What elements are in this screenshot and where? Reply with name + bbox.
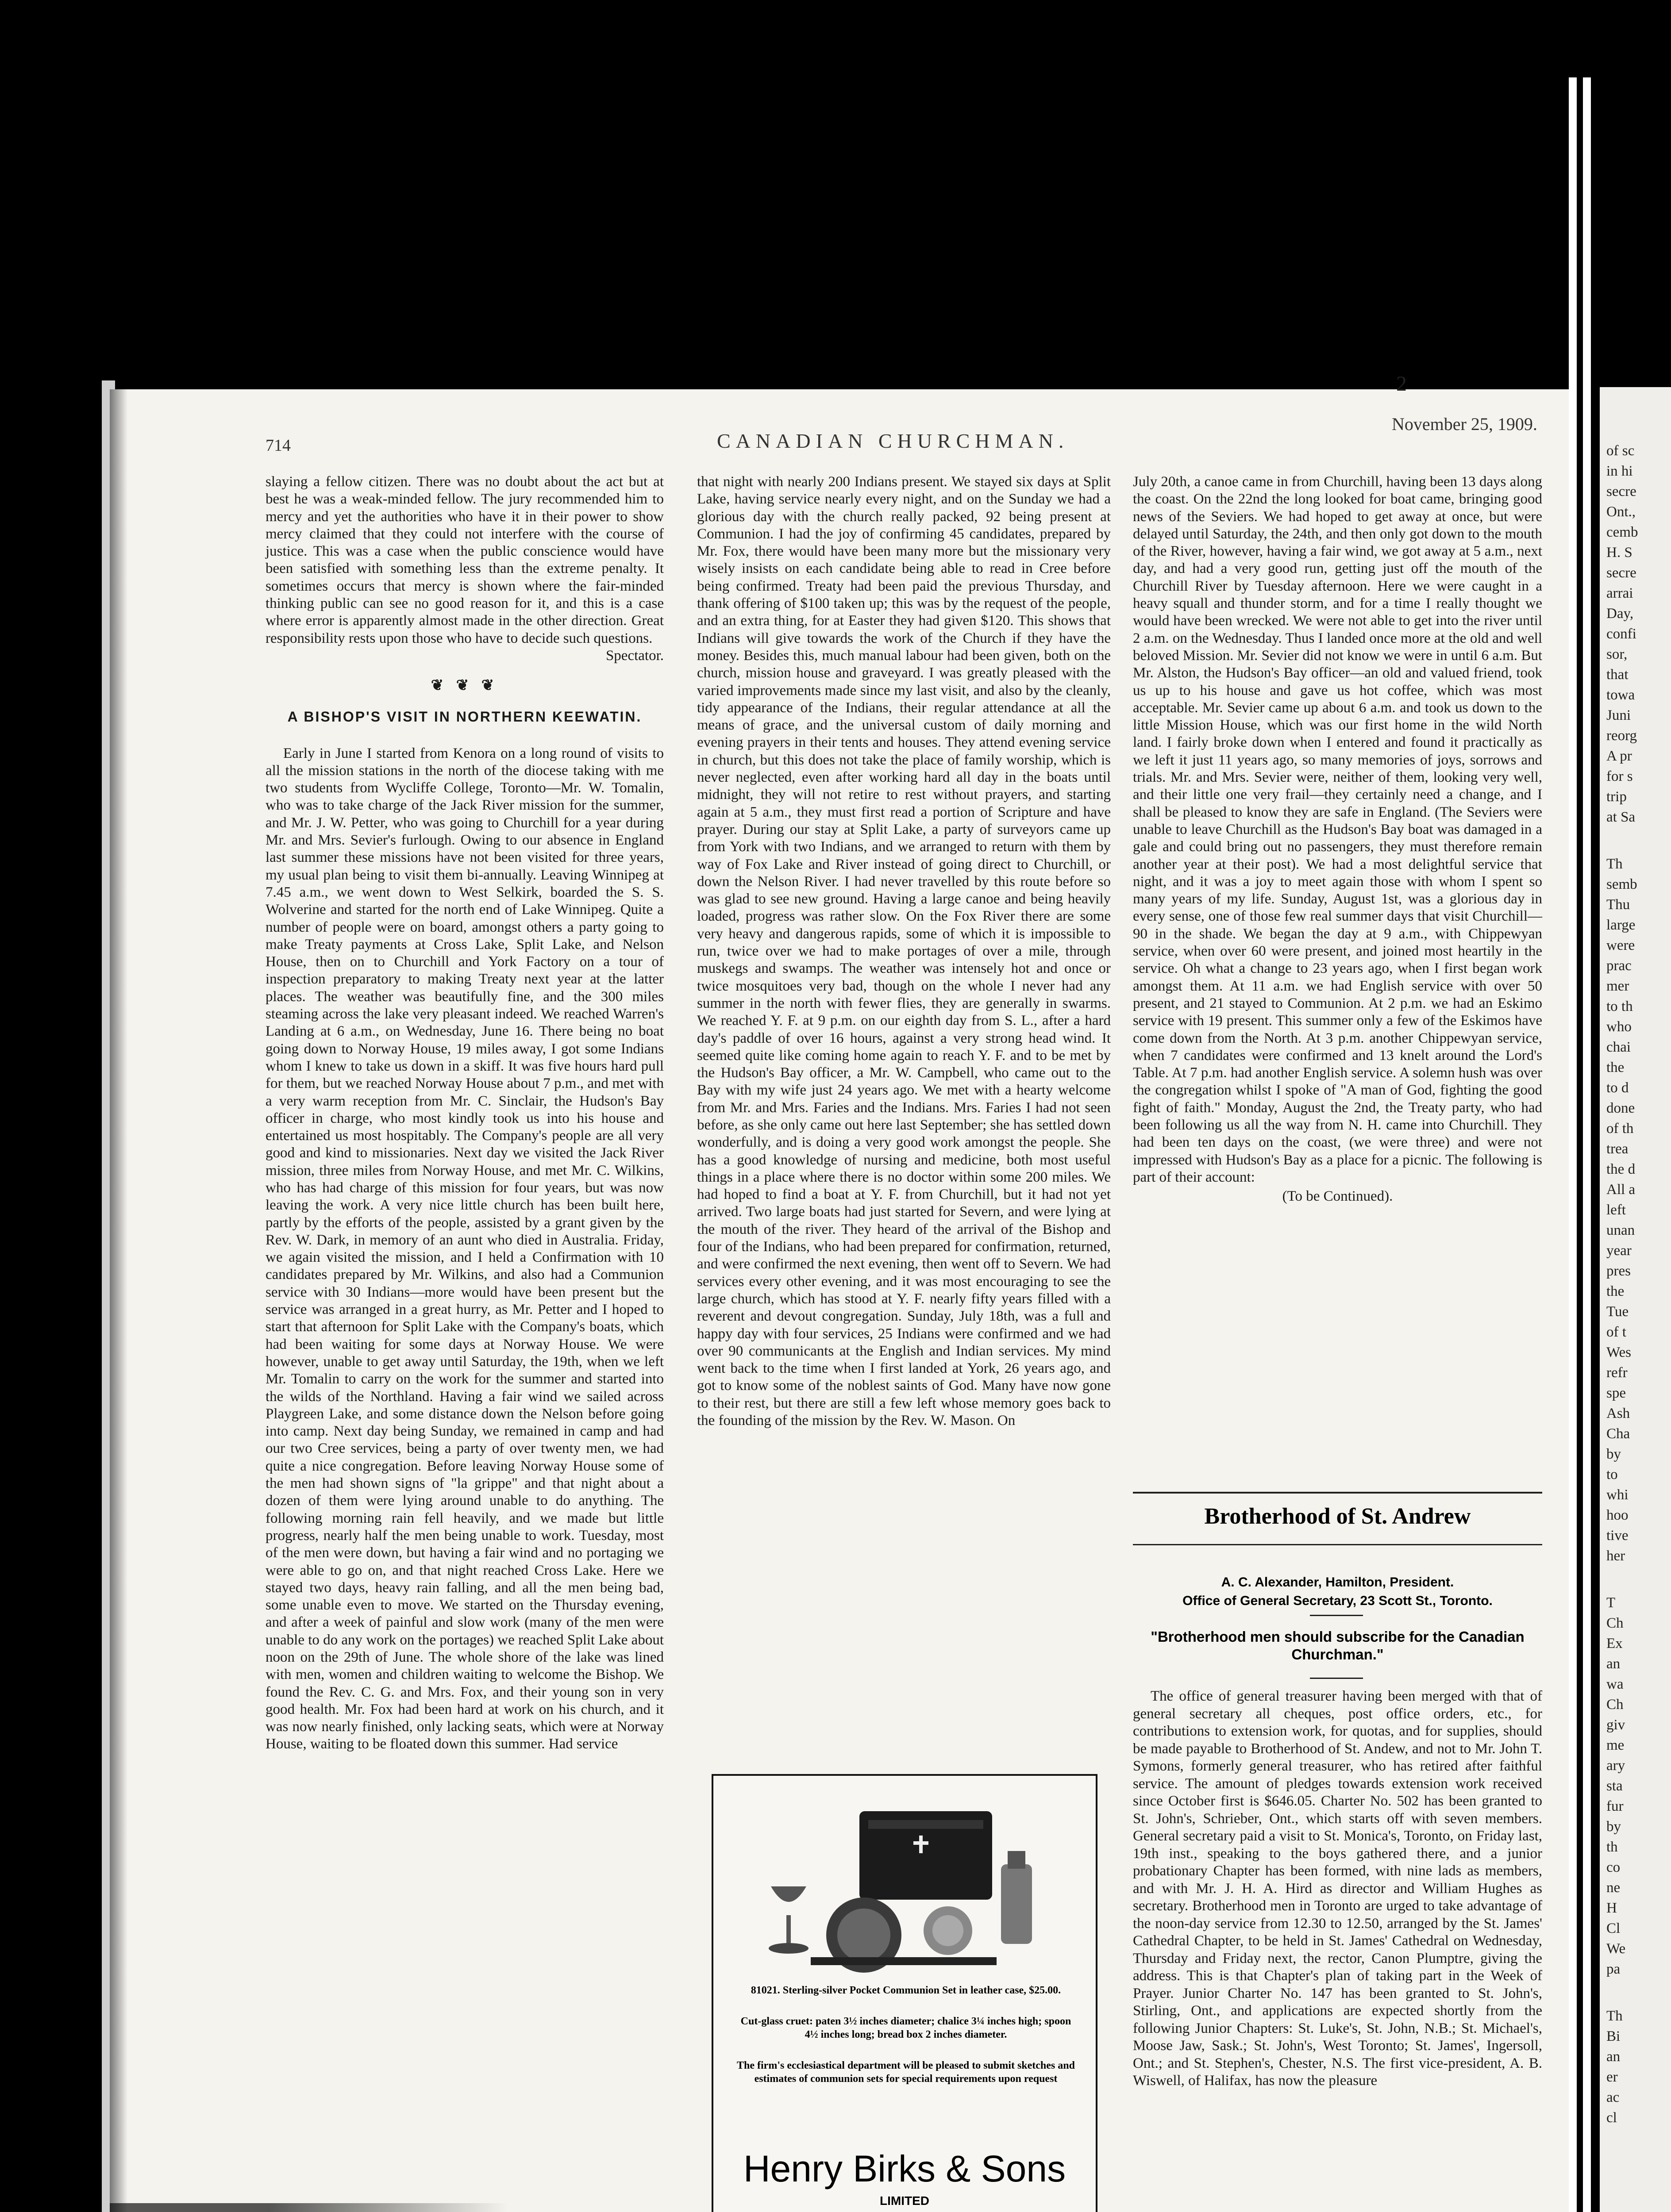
facing-page-fragment: Th bbox=[1606, 2008, 1623, 2024]
facing-page-fragment: ary bbox=[1606, 1758, 1625, 1774]
issue-date: November 25, 1909. bbox=[1392, 414, 1537, 434]
facing-page-fragment: Ont., bbox=[1606, 504, 1636, 520]
communion-set-illustration bbox=[740, 1802, 1069, 1979]
facing-page-fragment: Tue bbox=[1606, 1304, 1629, 1320]
brotherhood-quote: "Brotherhood men should subscribe for the Canadian Churchman." bbox=[1151, 1628, 1525, 1663]
gutter-shadow bbox=[110, 389, 127, 2212]
page-mark: 2 bbox=[1396, 372, 1407, 396]
facing-page-fragment: th bbox=[1606, 1839, 1618, 1855]
facing-page-fragment: the bbox=[1606, 1060, 1625, 1075]
brotherhood-column bbox=[1133, 1688, 1542, 2090]
facing-page-fragment: me bbox=[1606, 1737, 1625, 1753]
facing-page-fragment: trip bbox=[1606, 789, 1627, 805]
spectator-paragraph: slaying a fellow citizen. There was no doubt about the act but at best he was a weak-minded fellow. The jury recommended him to mercy and yet the authorities who have it in their power to show mercy claimed that they could not interfere with the course of justice. This was a case when the public conscience would have been satisfied with something less than the extreme penalty. It sometimes occurs that mercy is shown where the fair-minded thinking public can see no good reason for it, and this is a case where error is apparently almost made in the other direction. Great responsibility rests upon those who have to decide such questions. bbox=[266, 474, 664, 646]
facing-page-fragment: arrai bbox=[1606, 585, 1633, 601]
brotherhood-office: Office of General Secretary, 23 Scott St., Toronto. bbox=[1182, 1594, 1493, 1608]
facing-page-fragment: Cl bbox=[1606, 1920, 1621, 1936]
brotherhood-title: Brotherhood of St. Andrew bbox=[1204, 1504, 1471, 1529]
facing-page-fragment: unan bbox=[1606, 1222, 1635, 1238]
facing-page-fragment: tive bbox=[1606, 1528, 1629, 1544]
facing-page-fragment: giv bbox=[1606, 1717, 1625, 1733]
facing-page-fragment: cl bbox=[1606, 2110, 1617, 2126]
facing-page-fragment: sta bbox=[1606, 1778, 1623, 1794]
facing-page-fragment: confi bbox=[1606, 626, 1636, 642]
facing-page-fragment: Juni bbox=[1606, 707, 1631, 723]
facing-page-fragment: er bbox=[1606, 2069, 1618, 2085]
facing-page-fragment: prac bbox=[1606, 958, 1632, 974]
short-rule-2 bbox=[1310, 1678, 1363, 1679]
binding-spine bbox=[1569, 77, 1600, 2212]
facing-page-fragment: We bbox=[1606, 1941, 1626, 1957]
facing-page-fragment: Bi bbox=[1606, 2028, 1621, 2044]
facing-page-fragment: ne bbox=[1606, 1880, 1621, 1896]
facing-page-fragment: year bbox=[1606, 1243, 1632, 1259]
section-ornament: ❦ ❦ ❦ bbox=[431, 677, 499, 694]
to-be-continued: (To be Continued). bbox=[1282, 1188, 1393, 1205]
facing-page-fragment: Cha bbox=[1606, 1426, 1630, 1442]
article-paragraph-2: that night with nearly 200 Indians present. We stayed six days at Split Lake, having service nearly every night, and on the Sunday we had a glorious day with the church really packed, 92 being present at Communion. I had the joy of confirming 45 candidates, prepared by Mr. Fox, there would have been many more but the missionary very wisely insists on each candidate being able to read in Cree before being confirmed. Treaty had been paid the previous Thursday, and thank offering of $100 taken up; this was by the request of the people, and an extra thing, for at Easter they had given $120. This shows that Indians will give towards the work of the Church if they have the money. Besides this, much manual labour had been given, both on the church, mission house and graveyard. I was greatly pleased with the varied improvements made since my last visit, and also by the cleanly, tidy appearance of the Indians, their regular attendance at all the means of grace, and the universal custom of daily morning and evening prayers in their tents and houses. They attend evening service in church, but this does not take the place of family worship, which is never neglected, even after working hard all day in the boats until midnight, they will not retire to rest without prayers, and starting again at 5 a.m., they must first read a portion of Scripture and have prayer. During our stay at Split Lake, a party of surveyors came up from York with two Indians, and we arranged to return with them by way of Fox Lake and River instead of going direct to Churchill, or down the Nelson River. I had never travelled by this route before so was glad to see new ground. Having a large canoe and being heavily loaded, progress was rather slow. On the Fox River there are some very heavy and dangerous rapids, some of which it is impossible to run, twice over we had to make portages of over a mile, through muskegs and swamps. The weather was intensely hot and once or twice mosquitoes very bad, though on the whole I never had any summer in the north with fewer flies, they are generally in swarms. We reached Y. F. at 9 p.m. on our eighth day from S. L., after a hard day's paddle of over 16 hours, against a very strong head wind. It seemed quite like coming home again to reach Y. F. and to be met by the Hudson's Bay officer, a Mr. W. Campbell, who came out to the Bay with my wife just 24 years ago. We met with a hearty welcome from Mr. and Mrs. Faries and the Indians. Mrs. Faries I had not seen before, as she only came out here last September; she has settled down wonderfully, and is doing a very good work amongst the people. She has a good knowledge of nursing and medicine, both most useful things in a place where there is no doctor within some 200 miles. We had hoped to find a boat at Y. F. from Churchill, but it had not yet arrived. Two large boats had just started for Severn, and were lying at the mouth of the river. They heard of the arrival of the Bishop and four of the Indians, who had been prepared for confirmation, returned, and were confirmed the next evening, then went off to Severn. We had services every other evening, and it was most encouraging to see the large church, which has stood at Y. F. nearly fifty years filled with a reverent and devout congregation. Sunday, July 18th, was a full and happy day with four services, 25 Indians were confirmed and we had over 90 communicants at the English and Indian services. My mind went back to the time when I first landed at York, 26 years ago, and got to know some of the noblest saints of God. Many have now gone to their rest, but there are still a few left whose memory goes back to the founding of the mission by the Rev. W. Mason. On bbox=[697, 474, 1111, 1429]
facing-page-fragment: sor, bbox=[1606, 646, 1628, 662]
facing-page-fragment: co bbox=[1606, 1859, 1621, 1875]
section-rule-mid bbox=[1133, 1544, 1542, 1545]
facing-page-fragment: Day, bbox=[1606, 606, 1634, 622]
facing-page-fragment: ac bbox=[1606, 2089, 1620, 2105]
column-3 bbox=[1133, 473, 1542, 1205]
facing-page-fragment: All a bbox=[1606, 1182, 1636, 1198]
ad-caption-detail: Cut-glass cruet: paten 3½ inches diameter; chalice 3¼ inches high; spoon 4½ inches long; bread box 2 inches diameter. bbox=[740, 2016, 1071, 2040]
facing-page-fragment: T bbox=[1606, 1595, 1616, 1611]
facing-page-fragment: an bbox=[1606, 1656, 1621, 1672]
facing-page-fragment: to th bbox=[1606, 998, 1633, 1014]
facing-page-fragment: refr bbox=[1606, 1365, 1628, 1381]
ad-caption-note: The firm's ecclesiastical department will be pleased to submit sketches and estimates of communion sets for special requirements upon request bbox=[737, 2060, 1075, 2085]
facing-page-fragment: whi bbox=[1606, 1487, 1629, 1503]
facing-page-fragment: trea bbox=[1606, 1141, 1629, 1157]
facing-page-fragment: Wes bbox=[1606, 1344, 1631, 1360]
facing-page-fragment: Ch bbox=[1606, 1615, 1624, 1631]
facing-page-fragment: H. S bbox=[1606, 545, 1632, 561]
cruet bbox=[1001, 1864, 1032, 1944]
article-paragraph-1: Early in June I started from Kenora on a long round of visits to all the mission stations in the north of the diocese taking with me two students from Wycliffe College, Toronto—Mr. W. Tomalin, who was to take charge of the Jack River mission for the summer, and Mr. J. W. Petter, who was going to Churchill for a year during Mr. and Mrs. Sevier's furlough. Owing to our absence in England last summer these missions have not been visited for three years, my usual plan being to visit them bi-annually. Leaving Winnipeg at 7.45 a.m., we went down to West Selkirk, boarded the S. S. Wolverine and started for the north end of Lake Winnipeg. Quite a number of people were on board, amongst others a party going to make Treaty payments at Cross Lake, Split Lake, and Nelson House, then on to Churchill and York Factory on a tour of inspection preparatory to making Treaty next year at the latter places. The weather was beautifully fine, and the 300 miles steaming across the lake very pleasant indeed. We reached Warren's Landing at 6 a.m., on Wednesday, June 16. There being no boat going down to Norway House, 19 miles away, I got some Indians whom I knew to take us down in a skiff. It was five hours hard pull for them, but we reached Norway House about 7 p.m., and met with a very warm reception from Mr. C. Sinclair, the Hudson's Bay officer in charge, who most kindly took us into his house and entertained us most hospitably. The Company's people are all very good and kind to missionaries. Next day we visited the Jack River mission, three miles from Norway House, and met Mr. C. Wilkins, who has had charge of this mission for four years, but was now leaving the work. A very nice little church has been built here, partly by the efforts of the people, assisted by a grant given by the Rev. W. Dark, in memory of an aunt who died in Australia. Friday, we again visited the mission, and I held a Confirmation with 10 candidates prepared by Mr. Wilkins, and also had a Communion service with 30 Indians—more would have been present but the service was arranged in a great hurry, as Mr. Petter and I hoped to start that afternoon for Split Lake with the Company's boats, which had been waiting for some days at Norway House. We were however, unable to get away until Saturday, the 19th, when we left Mr. Tomalin to carry on the work for the summer and started into the wilds of the Northland. Having a fair wind we sailed across Playgreen Lake, and some distance down the Nelson before going into camp. Next day being Sunday, we remained in camp and had our two Cree services, being a party of over twenty men, we had quite a nice congregation. Before leaving Norway House some of the men had shown signs of "la grippe" and that night about a dozen of them were lying around unable to do anything. The following morning rain fell heavily, and we made but little progress, nearly half the men being unable to work. Tuesday, most of the men were down, but having a fair wind and no portaging we were able to go on, and that night reached Cross Lake. Here we stayed two days, heavy rain falling, and all the men being bad, some unable even to move. We started on the Thursday evening, and after a week of painful and slow work (many of the men were unable to do any work on the portages) we reached Split Lake about noon on the 29th of June. The whole shore of the lake was lined with men, women and children waiting to welcome the Bishop. We found the Rev. C. G. and Mrs. Fox, and their young son in very good health. Mr. Fox had been hard at work on his church, and it was now nearly finished, only lacking seats, which were at Norway House, waiting to be floated down this summer. Had service bbox=[266, 745, 664, 1752]
facing-page-fragment: her bbox=[1606, 1548, 1625, 1564]
facing-page-fragment: Ch bbox=[1606, 1697, 1624, 1713]
ad-firm-name: Henry Birks & Sons bbox=[743, 2148, 1066, 2189]
facing-page-fragment: pa bbox=[1606, 1961, 1621, 1977]
column-1 bbox=[266, 473, 664, 1753]
facing-page-fragment: of t bbox=[1606, 1324, 1626, 1340]
facing-page-fragment: were bbox=[1606, 937, 1635, 953]
facing-page-fragment: reorg bbox=[1606, 728, 1637, 744]
brotherhood-president: A. C. Alexander, Hamilton, President. bbox=[1221, 1575, 1454, 1590]
facing-page-fragment: of th bbox=[1606, 1121, 1634, 1137]
facing-page-fragment: in hi bbox=[1606, 463, 1633, 479]
article-headline: A BISHOP'S VISIT IN NORTHERN KEEWATIN. bbox=[287, 708, 642, 725]
facing-page-fragment: that bbox=[1606, 667, 1629, 683]
facing-page-fragment: semb bbox=[1606, 876, 1637, 892]
facing-page-fragment: mer bbox=[1606, 978, 1629, 994]
facing-page-fragment: an bbox=[1606, 2049, 1621, 2065]
facing-page-fragment: secre bbox=[1606, 484, 1636, 499]
scan-left-margin bbox=[0, 0, 102, 2212]
facing-page-fragment: by bbox=[1606, 1446, 1621, 1462]
facing-page-fragment: of sc bbox=[1606, 443, 1635, 459]
facing-page-fragment: left bbox=[1606, 1202, 1626, 1218]
facing-page-fragment: spe bbox=[1606, 1385, 1626, 1401]
facing-page-fragment: secre bbox=[1606, 565, 1636, 581]
birks-advertisement bbox=[712, 1774, 1097, 2212]
spoon bbox=[811, 1957, 997, 1965]
facing-page-fragment: chai bbox=[1606, 1039, 1631, 1055]
page-number: 714 bbox=[266, 436, 291, 455]
facing-page-fragment: cemb bbox=[1606, 524, 1638, 540]
facing-page-fragment: the bbox=[1606, 1283, 1625, 1299]
scan-shadow bbox=[110, 2203, 508, 2212]
facing-page-fragment: hoo bbox=[1606, 1507, 1629, 1523]
short-rule-1 bbox=[1310, 1615, 1363, 1616]
ad-caption-main: 81021. Sterling-silver Pocket Communion Set in leather case, $25.00. bbox=[751, 1985, 1061, 1996]
facing-page-fragment: H bbox=[1606, 1900, 1617, 1916]
facing-page-fragment: towa bbox=[1606, 687, 1635, 703]
article-paragraph-3: July 20th, a canoe came in from Churchill, having been 13 days along the coast. On the 22nd the long looked for boat came, bringing good news of the Seviers. We had hoped to get away at once, but were delayed until Saturday, the 24th, and then only got down to the mouth of the River, however, having a fair wind, we got away at 5 a.m., next day, and had a very good run, getting just off the mouth of the Churchill River by Tuesday afternoon. Here we were caught in a heavy squall and thunder storm, and for a time I really thought we would have been wrecked. We were not able to get into the river until 2 a.m. on the Wednesday. Thus I landed once more at the old and well beloved Mission. Mr. Sevier did not know we were in until 6 a.m. But Mr. Alston, the Hudson's Bay officer—an old and valued friend, took us up to his house and gave us hot coffee, which was most acceptable. Mr. Sevier came up about 6 a.m. and took us down to the little Mission House, which was our first home in the wild North land. I fairly broke down when I entered and found it practically as we left it just 11 years ago, so many memories of joys, sorrows and trials. Mr. and Mrs. Sevier were, neither of them, looking very well, and their little one very frail—they certainly need a change, and I shall be pleased to know they are safe in England. (The Seviers were unable to leave Churchill as the Hudson's Bay boat was damaged in a gale and could bring out no passengers, they must therefore remain another year at their post). We had a most delightful service that night, and it was a joy to meet again those with whom I spent so many years of my life. Sunday, August 1st, was a glorious day in every sense, one of those few real summer days that visit Churchill—90 in the shade. We began the day at 9 a.m., with Chippewyan service, when over 60 were present, and joined most heartily in the service. Oh what a change to 23 years ago, when I first began work amongst them. At 11 a.m. we had English service with over 50 present, and 21 stayed to Communion. At 2 p.m. we had an Eskimo service with 19 present. This summer only a few of the Eskimos have come down from the North. At 3 p.m. another Chippewyan service, when 7 candidates were confirmed and 13 knelt around the Lord's Table. At 7 p.m. had another English service. A solemn hush was over the congregation whilst I spoke of "A man of God, fighting the good fight of faith." Monday, August the 2nd, the Treaty party, who had been following us all the way from N. H. came into Churchill. They had been ten days on the coast, (we were three) and were not impressed with Hudson's Bay as a place for a picnic. The following is part of their account: bbox=[1133, 474, 1542, 1185]
facing-page-fragment: done bbox=[1606, 1100, 1635, 1116]
facing-page-fragment: wa bbox=[1606, 1676, 1624, 1692]
facing-page-fragment: pres bbox=[1606, 1263, 1631, 1279]
facing-page-fragment: Th bbox=[1606, 856, 1623, 872]
brotherhood-paragraph: The office of general treasurer having been merged with that of general secretary all cheques, post office orders, etc., for contributions to extension work, for quotas, and for supplies, should be made payable to Brotherhood of St. Andew, and not to Mr. John T. Symons, formerly general treasurer, who has retired after faithful service. The amount of pledges towards extension work received since October first is $646.05. Charter No. 502 has been granted to St. John's, Schrieber, Ont., which starts off with seven members. General secretary paid a visit to St. Monica's, Toronto, on Friday last, 19th inst., speaking to the boys gathered there, and a junior probationary Chapter has been formed, with nine lads as members, and with Mr. J. H. A. Hird as director and William Hughes as secretary. Brotherhood men in Toronto are urged to take advantage of the noon-day service from 12.30 to 12.50, arranged by the St. James' Cathedral Chapter, to be held in St. James' Cathedral on Wednesday, Thursday and Friday next, the rector, Canon Plumptre, giving the address. This is that Chapter's plan of taking part in the Week of Prayer. Junior Charter No. 147 has been granted to St. John's, Stirling, Ont., and applications are expected shortly from the following Junior Chapters: St. Luke's, St. John, N.B.; St. Michael's, Moose Jaw, Sask.; St. John's, West Toronto; St. James', Ingersoll, Ont.; and St. Stephen's, Chester, N.S. The first vice-president, A. B. Wiswell, of Halifax, has now the pleasure bbox=[1133, 1688, 1542, 2089]
facing-page-fragment: Ash bbox=[1606, 1406, 1630, 1421]
facing-page-fragment: to bbox=[1606, 1467, 1618, 1482]
facing-page-fragment: at Sa bbox=[1606, 809, 1636, 825]
facing-page-fragment: Ex bbox=[1606, 1636, 1623, 1651]
chalice bbox=[771, 1886, 806, 1902]
facing-page-fragment: by bbox=[1606, 1819, 1621, 1835]
publication-title: CANADIAN CHURCHMAN. bbox=[717, 430, 1069, 452]
facing-page-fragment: Thu bbox=[1606, 897, 1630, 913]
facing-page-fragment: fur bbox=[1606, 1798, 1624, 1814]
spectator-signature: Spectator. bbox=[605, 647, 664, 664]
facing-page-fragment: who bbox=[1606, 1019, 1632, 1035]
facing-page-fragment: the d bbox=[1606, 1161, 1636, 1177]
section-rule-top bbox=[1133, 1492, 1542, 1494]
column-2 bbox=[697, 473, 1111, 1429]
facing-page-fragment: large bbox=[1606, 917, 1636, 933]
facing-page-fragment: for s bbox=[1606, 768, 1633, 784]
ad-limited: LIMITED bbox=[880, 2194, 929, 2208]
facing-page-fragment: A pr bbox=[1606, 748, 1632, 764]
facing-page-fragment: to d bbox=[1606, 1080, 1629, 1096]
